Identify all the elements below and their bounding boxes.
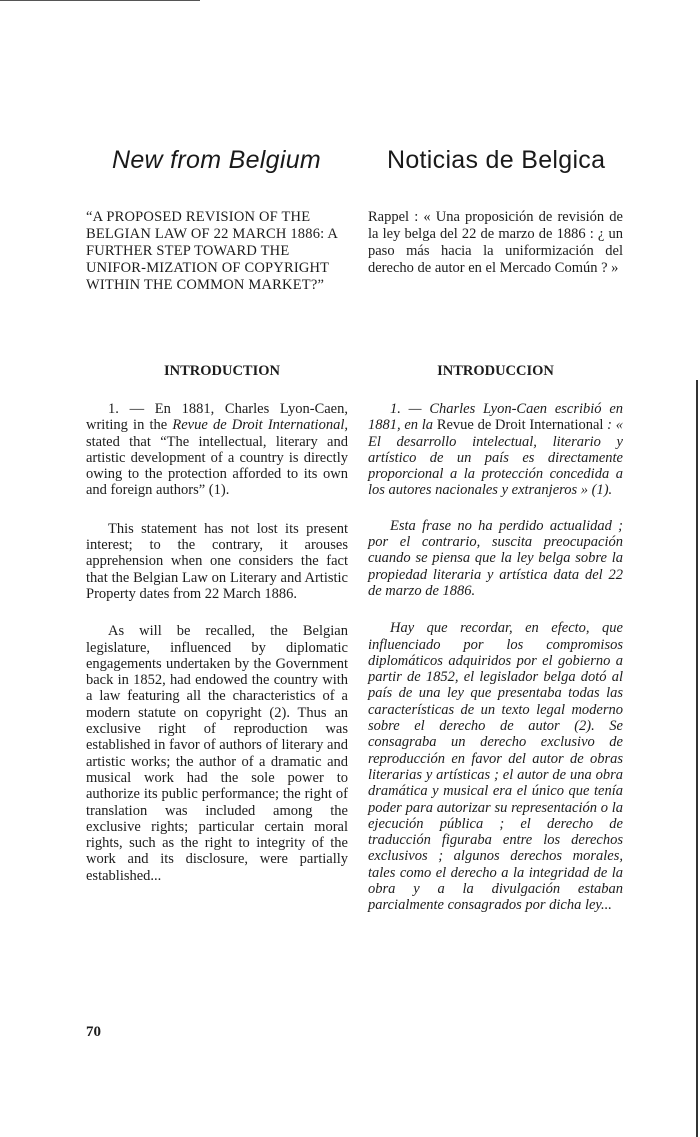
english-column [86,209,348,884]
spanish-journal-title: Revue de Droit International [436,417,604,434]
english-p1-before: 1. — En 1881, Charles Lyon-Caen, writing in the [86,401,348,434]
spanish-section-heading: INTRODUCCION [437,363,554,379]
english-p1-after: stated that “The intellectual, literary and artistic development of a country is directly owing to the protection afforded to its own and foreign authors” (1). [86,433,348,499]
spanish-paragraph-2: Esta frase no ha perdido actualidad ; por el contrario, suscita preocupación cuando se piensa que la ley belga sobre la propiedad literaria y artística data del 22 de marzo de 1886. [368,517,623,599]
heading-english: New from Belgium [112,146,322,174]
spanish-p1-after: : « El desarrollo intelectual, literario y artístico de un país es directamente proporcional a la protección concedida a los autores nacionales y extranjeros » (1). [368,417,623,499]
english-section-heading: INTRODUCTION [163,363,280,379]
spanish-paragraph-3: Hay que recordar, en efecto, que influenciado por los compromisos diplomáticos adquiridos por el gobierno a partir de 1852, el legislador belga dotó al país de una ley que presentaba todas las características de un texto legal moderno sobre el derecho de autor (2). Se consagraba un derecho exclusivo de reproducción en favor del autor de obras literarias y artísticas ; el autor de una obra dramática y musical era el único que tenía poder para autorizar su representación o la ejecución pública ; el derecho de traducción figuraba entre los derechos exclusivos ; algunos derechos morales, tales como el derecho a la integridad de la obra y a la divulgación estaban parcialmente consagrados por dicha ley... [368,620,623,914]
heading-spanish: Noticias de Belgica [387,146,606,174]
page-edge-rule [696,380,698,1137]
english-article-title: “A PROPOSED REVISION OF THE BELGIAN LAW OF 22 MARCH 1886: A FURTHER STEP TOWARD THE UNIFOR-MIZATION OF COPYRIGHT WITHIN THE COMMON MARKET?” [86,209,338,293]
english-paragraph-2: This statement has not lost its present interest; to the contrary, it arouses apprehension when one considers the fact that the Belgian Law on Literary and Artistic Property dates from 22 March 1886. [86,520,348,602]
top-rule [0,0,200,1]
spanish-paragraph-1 [368,401,623,499]
english-paragraph-1 [86,401,348,499]
spanish-article-title: Rappel : « Una proposición de revisión de la ley belga del 22 de marzo de 1886 : ¿ un paso más hacia la uniformización del derecho de autor en el Mercado Común ? » [368,209,623,276]
english-journal-title: Revue de Droit International, [172,417,348,434]
english-paragraph-3: As will be recalled, the Belgian legislature, influenced by diplomatic engagements undertaken by the Government back in 1852, had endowed the country with a law featuring all the characteristics of a modern statute on copyright (2). Thus an exclusive right of reproduction was established in favor of authors of literary and artistic works; the author of a dramatic and musical work had the sole power to authorize its public performance; the right of translation was included among the exclusive rights; particular certain moral rights, such as the right to integrity of the work and its disclosure, were partially established... [86,623,348,884]
page-number: 70 [86,1024,101,1040]
spanish-column [368,209,623,914]
spanish-p1-before: 1. — Charles Lyon-Caen escribió en 1881, en la [368,401,623,434]
